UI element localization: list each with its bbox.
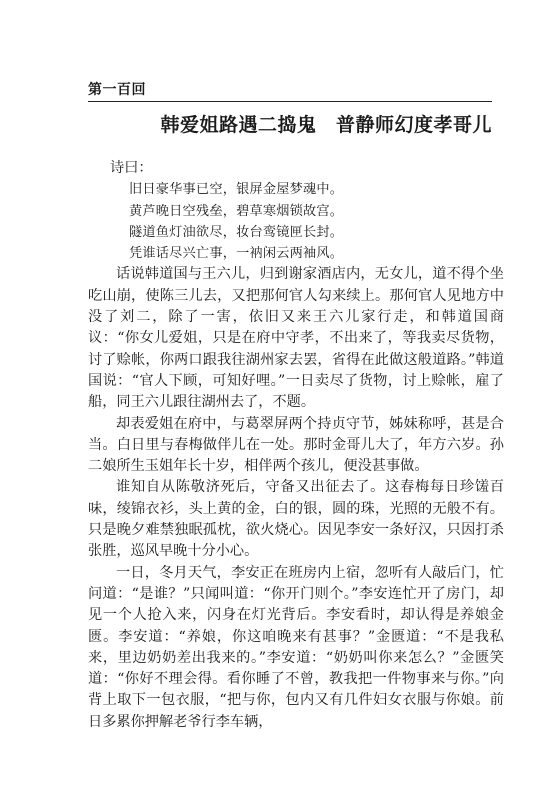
header-rule	[88, 101, 492, 102]
paragraph: 话说韩道国与王六儿，归到谢家酒店内，无女儿，道不得个坐吃山崩，使陈三儿去，又把那何官人勾来续上。那何官人见地方中没了刘二，除了一害，依旧又来王六儿家行走，和韩道国商议：“你女儿爱姐，只是在府中守孝，不出来了，等我卖尽货物，讨了赊帐，你两口跟我往湖州家去罢，省得在此做这般道路。”韩道国说：“官人下顾，可知好哩。”一日卖尽了货物，讨上赊帐，雇了船，同王六儿跟往湖州去了，不题。	[88, 266, 504, 411]
chapter-title: 韩爱姐路遇二捣鬼 普静师幻度孝哥儿	[160, 114, 492, 136]
poem-line: 凭谁话尽兴亡事，一衲闲云两袖风。	[129, 246, 344, 262]
poem-line: 旧日豪华事已空，银屏金屋梦魂中。	[129, 182, 344, 198]
paragraph: 谁知自从陈敬济死后，守备又出征去了。这春梅每日珍馐百味，绫锦衣衫，头上黄的金，白的银，圆的珠，光照的无般不有。只是晚夕难禁独眠孤枕，欲火烧心。因见李安一条好汉，只因打杀张胜，巡风早晚十分小心。	[88, 479, 504, 560]
paragraph: 却表爱姐在府中，与葛翠屏两个持贞守节，姊妹称呼，甚是合当。白日里与春梅做伴儿在一处。那时金哥儿大了，年方六岁。孙二娘所生玉姐年长十岁，相伴两个孩儿，便没甚事做。	[88, 415, 504, 475]
poem-line: 隧道鱼灯油欲尽，妆台鸾镜匣长封。	[129, 224, 344, 240]
body-text	[88, 158, 504, 733]
chapter-label: 第一百回	[88, 82, 146, 98]
poem-line: 黄芦晚日空残垒，碧草寒烟锁故宫。	[129, 203, 344, 219]
paragraph: 一日，冬月天气，李安正在班房内上宿，忽听有人敲后门，忙问道：“是谁？”只闻叫道：“你开门则个。”李安连忙开了房门，却见一个人抢入来，闪身在灯光背后。李安看时，却认得是养娘金匮。李安道：“养娘，你这咱晚来有甚事？”金匮道：“不是我私来，里边奶奶差出我来的。”李安道：“奶奶叫你来怎么？”金匮笑道：“你好不理会得。看你睡了不曾，教我把一件物事来与你。”向背上取下一包衣服，“把与你，包内又有几件妇女衣服与你娘。前日多累你押解老爷行李车辆，	[88, 564, 504, 730]
poem-intro: 诗曰：	[110, 160, 153, 176]
